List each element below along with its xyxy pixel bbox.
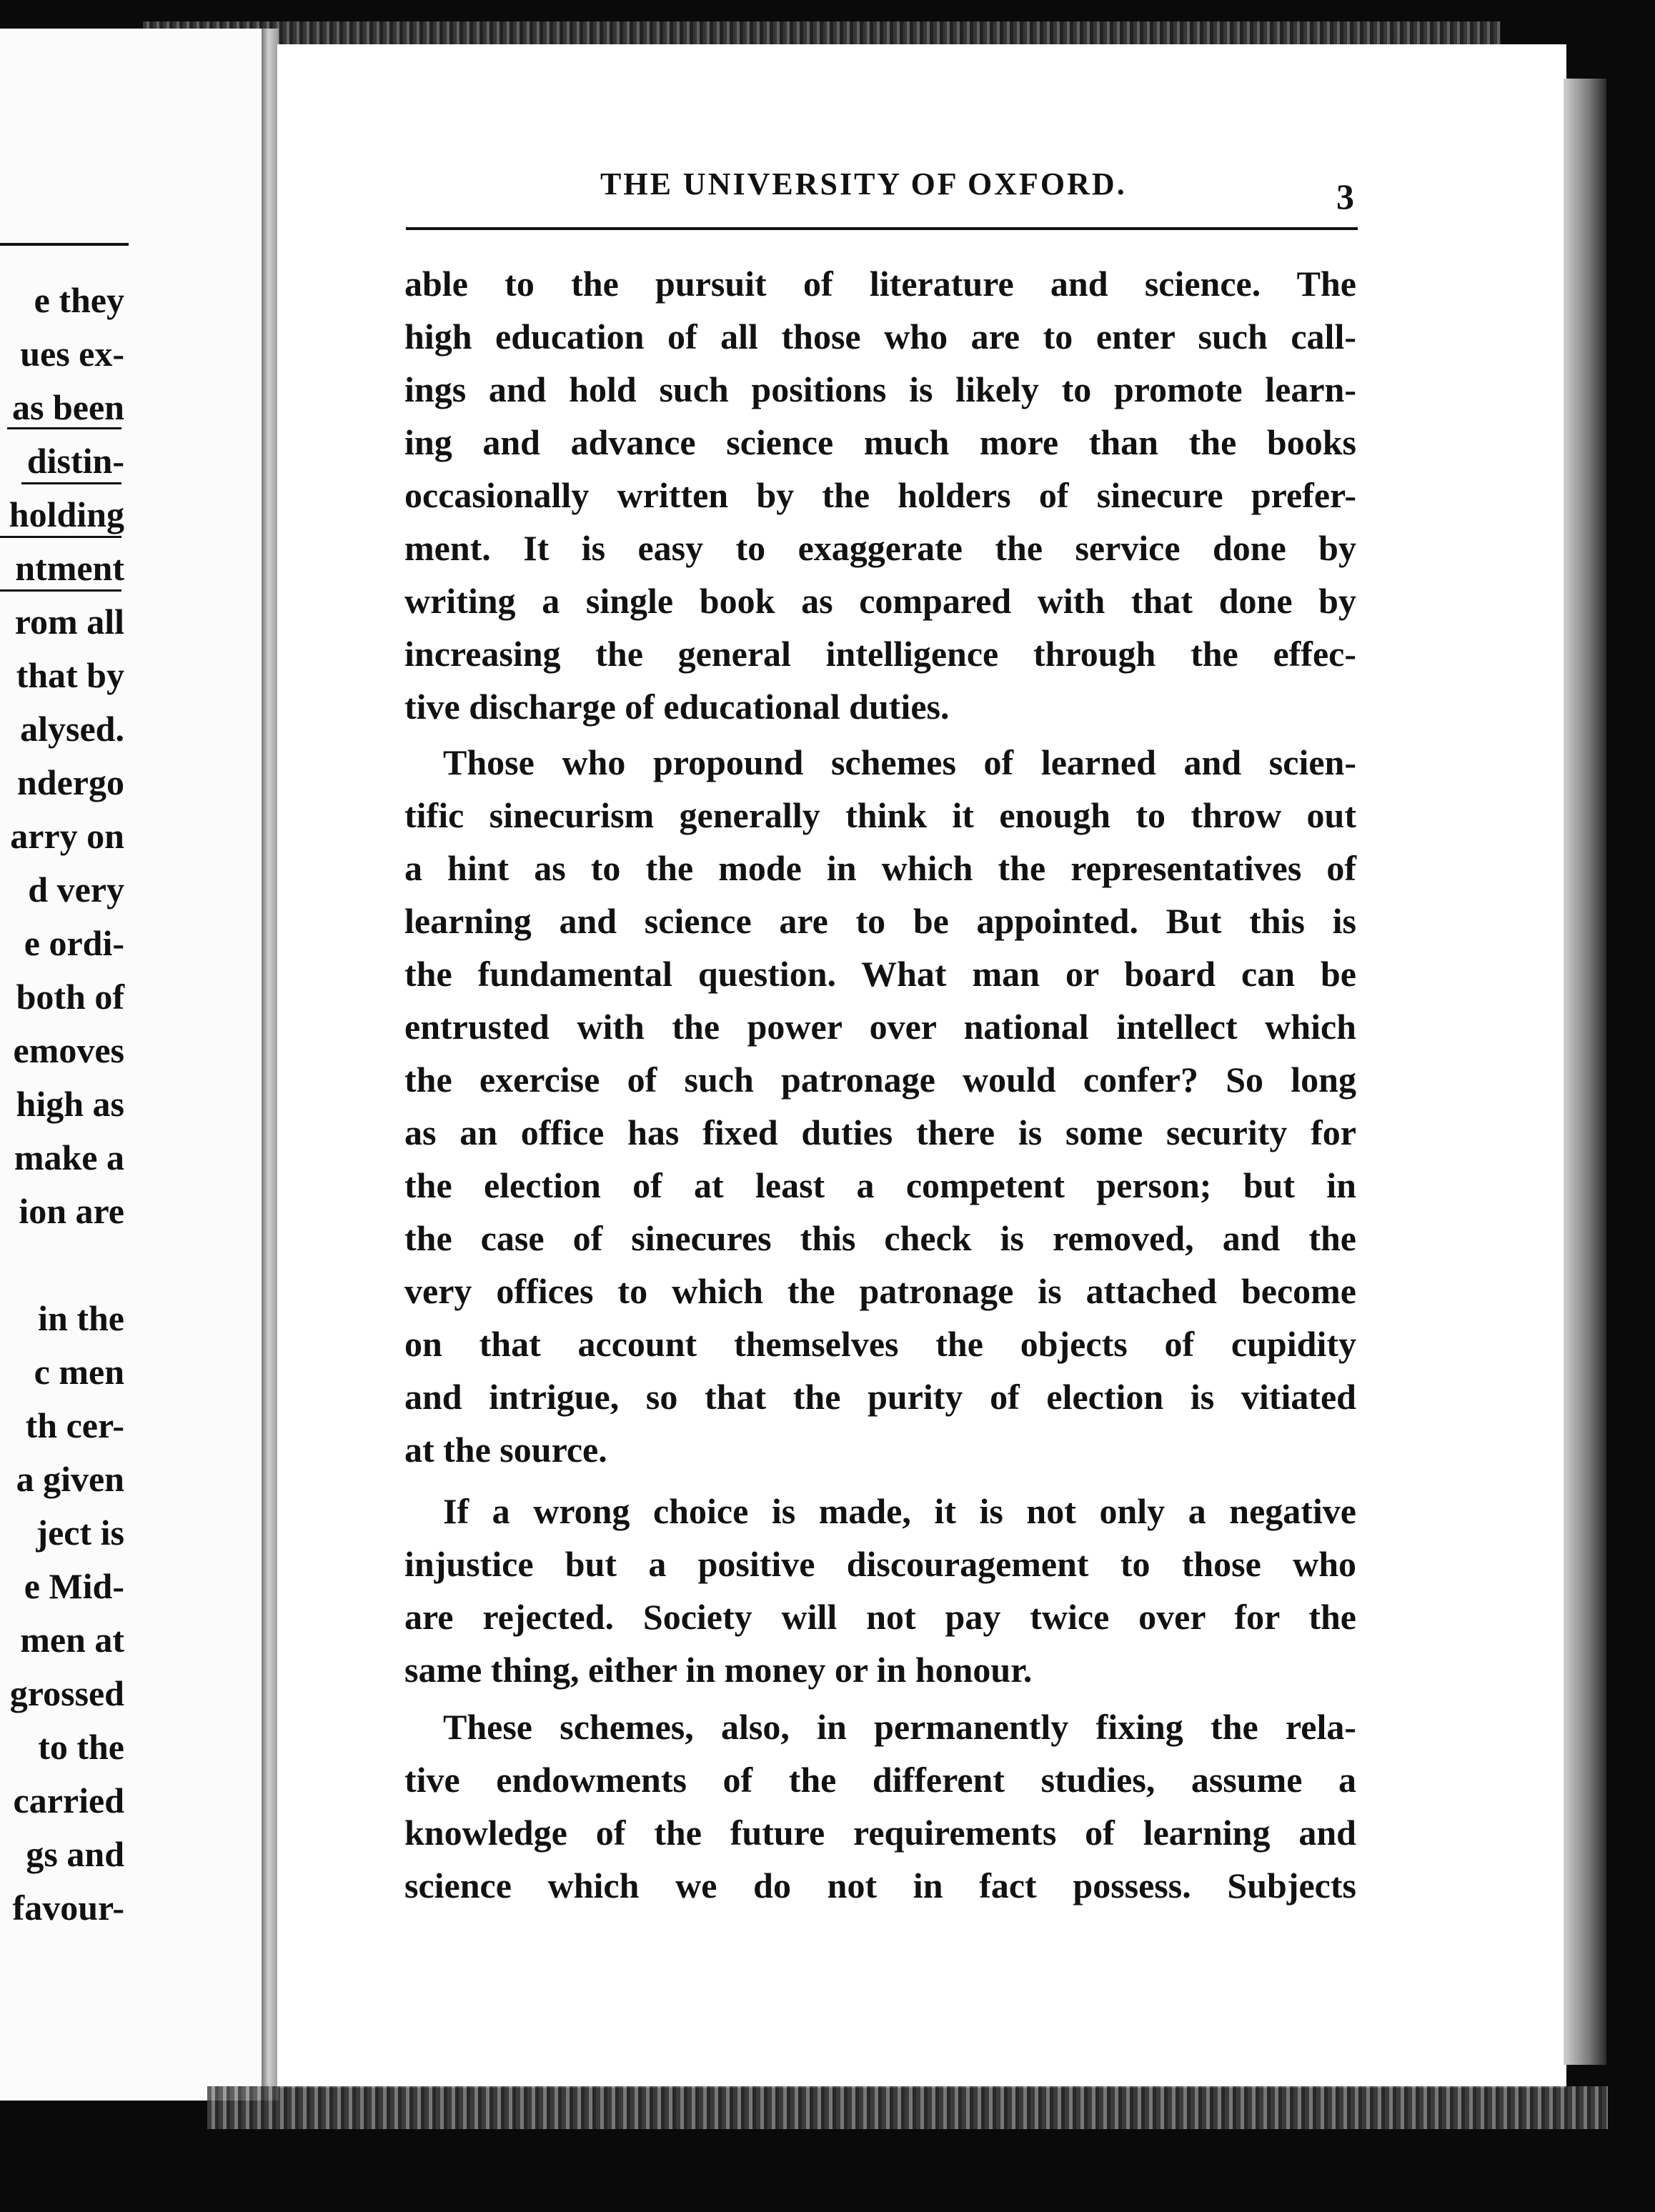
text-line: writing a single book as compared with that done by	[404, 581, 1356, 621]
previous-page-line: carried	[13, 1780, 124, 1820]
previous-page-line: emoves	[13, 1030, 124, 1070]
previous-page-head-rule	[0, 243, 129, 246]
text-line: same thing, either in money or in honour.	[404, 1650, 1033, 1690]
text-line: the fundamental question. What man or board can be	[404, 954, 1356, 994]
pencil-underline	[0, 536, 121, 538]
scan-border-top	[143, 21, 1501, 46]
text-line: knowledge of the future requirements of learning and	[404, 1813, 1356, 1853]
previous-page-line: men at	[20, 1620, 124, 1660]
previous-page-fragment	[0, 29, 264, 2101]
text-line: ings and hold such positions is likely to promote learn-	[404, 369, 1356, 409]
previous-page-line: high as	[16, 1084, 124, 1124]
header-rule	[406, 227, 1358, 230]
text-line: ment. It is easy to exaggerate the service done by	[404, 528, 1356, 568]
previous-page-line: distin-	[26, 441, 124, 481]
previous-page-line: alysed.	[20, 709, 124, 749]
previous-page-line: to the	[38, 1727, 124, 1767]
text-line: science which we do not in fact possess. Subjects	[404, 1865, 1356, 1905]
pencil-underline	[7, 427, 121, 429]
text-line: ing and advance science much more than the books	[404, 422, 1356, 462]
text-line: occasionally written by the holders of sinecure prefer-	[404, 475, 1356, 515]
page-number: 3	[1336, 176, 1354, 216]
text-line: If a wrong choice is made, it is not only a negative	[443, 1491, 1356, 1531]
previous-page-line: that by	[16, 655, 124, 695]
previous-page-line: holding	[9, 494, 124, 534]
previous-page-line: both of	[16, 977, 124, 1017]
text-line: tive discharge of educational duties.	[404, 687, 950, 727]
previous-page-line: d very	[28, 870, 124, 910]
previous-page-line: e Mid-	[24, 1566, 124, 1606]
scan-border-bottom	[207, 2086, 1608, 2129]
page-edge-shadow	[1564, 79, 1606, 2065]
previous-page-line: c men	[34, 1352, 124, 1392]
pencil-underline	[21, 482, 121, 484]
previous-page-line: rom all	[14, 602, 124, 642]
previous-page-line: ues ex-	[20, 334, 124, 374]
text-line: the election of at least a competent person; but in	[404, 1165, 1356, 1205]
text-line: increasing the general intelligence through the effec-	[404, 634, 1356, 674]
previous-page-line: a given	[16, 1459, 124, 1499]
previous-page-line: make a	[14, 1137, 124, 1177]
previous-page-line: th cer-	[25, 1405, 124, 1445]
text-line: Those who propound schemes of learned and scien-	[443, 742, 1356, 782]
text-line: the case of sinecures this check is removed, and the	[404, 1218, 1356, 1258]
text-line: are rejected. Society will not pay twice over for the	[404, 1597, 1356, 1637]
previous-page-line: in the	[38, 1298, 124, 1338]
previous-page-line: e ordi-	[24, 923, 124, 963]
text-line: tific sinecurism generally think it enough to throw out	[404, 795, 1356, 835]
text-line: and intrigue, so that the purity of election is vitiated	[404, 1377, 1356, 1417]
text-line: injustice but a positive discouragement to those who	[404, 1544, 1356, 1584]
text-line: tive endowments of the different studies, assume a	[404, 1760, 1356, 1800]
previous-page-line: arry on	[10, 816, 124, 856]
previous-page-line: ndergo	[17, 762, 124, 802]
text-line: high education of all those who are to enter such call-	[404, 317, 1356, 357]
text-line: as an office has fixed duties there is some security for	[404, 1112, 1356, 1152]
text-line: learning and science are to be appointed. But this is	[404, 901, 1356, 941]
book-gutter	[262, 29, 279, 2101]
text-line: These schemes, also, in permanently fixing the rela-	[443, 1707, 1356, 1747]
previous-page-line: favour-	[12, 1888, 124, 1928]
running-head: THE UNIVERSITY OF OXFORD.	[600, 166, 1127, 201]
previous-page-line: e they	[34, 280, 124, 320]
text-line: very offices to which the patronage is attached become	[404, 1271, 1356, 1311]
text-line: able to the pursuit of literature and science. The	[404, 264, 1356, 304]
text-line: on that account themselves the objects of cupidity	[404, 1324, 1356, 1364]
previous-page-line: ject is	[36, 1513, 124, 1553]
text-line: a hint as to the mode in which the representatives of	[404, 848, 1356, 888]
text-line: at the source.	[404, 1430, 607, 1470]
previous-page-line: ntment	[15, 548, 124, 588]
pencil-underline	[0, 589, 121, 592]
previous-page-line: gs and	[26, 1834, 124, 1874]
previous-page-line: grossed	[9, 1673, 124, 1713]
previous-page-line: as been	[12, 387, 124, 427]
text-line: entrusted with the power over national intellect which	[404, 1007, 1356, 1047]
previous-page-line: ion are	[19, 1191, 124, 1231]
text-line: the exercise of such patronage would confer? So long	[404, 1060, 1356, 1100]
